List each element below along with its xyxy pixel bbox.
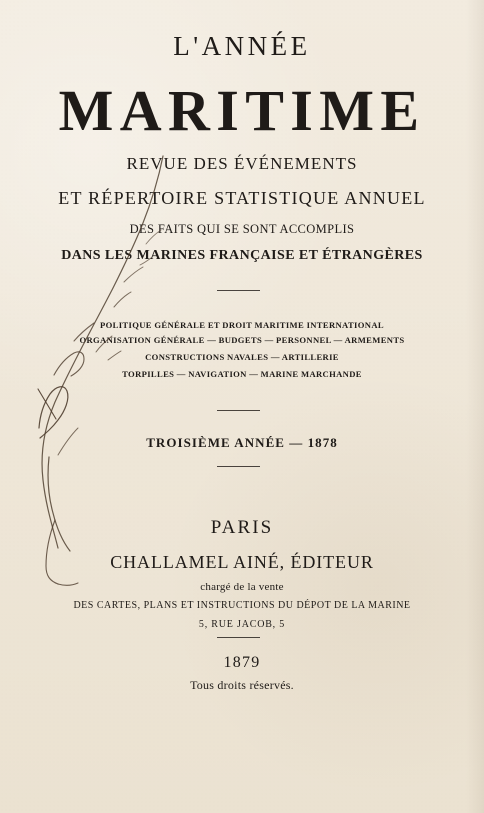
divider-top bbox=[217, 290, 260, 291]
rights-line: Tous droits réservés. bbox=[190, 678, 294, 692]
publisher-note: chargé de la vente bbox=[200, 581, 284, 593]
address-line: 5, RUE JACOB, 5 bbox=[198, 619, 286, 630]
subtitle-line-2: ET RÉPERTOIRE STATISTIQUE ANNUEL bbox=[58, 188, 426, 208]
subtitle-line-4: DANS LES MARINES FRANÇAISE ET ÉTRANGÈRES bbox=[61, 248, 423, 263]
title-main: MARITIME bbox=[58, 78, 426, 143]
topic-line-4: TORPILLES — NAVIGATION — MARINE MARCHANDE bbox=[122, 369, 362, 379]
publication-year: 1879 bbox=[223, 654, 261, 671]
divider-middle-bottom bbox=[217, 466, 260, 467]
topic-line-3: CONSTRUCTIONS NAVALES — ARTILLERIE bbox=[145, 352, 339, 362]
divider-bottom bbox=[217, 637, 260, 638]
topic-line-2: ORGANISATION GÉNÉRALE — BUDGETS — PERSONNEL — ARMEMENTS bbox=[79, 335, 405, 345]
edition-line: TROISIÈME ANNÉE — 1878 bbox=[146, 435, 338, 450]
subtitle-line-1: REVUE DES ÉVÉNEMENTS bbox=[126, 154, 358, 173]
subtitle-line-3: DES FAITS QUI SE SONT ACCOMPLIS bbox=[129, 222, 355, 236]
maps-line: DES CARTES, PLANS ET INSTRUCTIONS DU DÉPOT DE LA MARINE bbox=[73, 600, 411, 611]
divider-middle-top bbox=[217, 410, 260, 411]
title-top: L'ANNÉE bbox=[173, 31, 311, 61]
publication-city: PARIS bbox=[210, 517, 274, 538]
topic-line-1: POLITIQUE GÉNÉRALE ET DROIT MARITIME INTERNATIONAL bbox=[100, 320, 384, 330]
publisher-line: CHALLAMEL AINÉ, ÉDITEUR bbox=[110, 552, 374, 572]
